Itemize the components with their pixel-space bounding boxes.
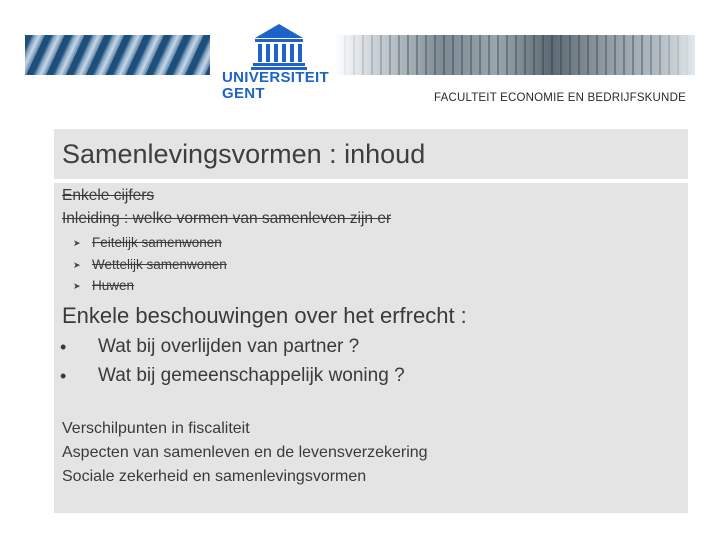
topic-item: Sociale zekerheid en samenlevingsvormen (62, 468, 367, 485)
bullet-item: Wat bij overlijden van partner ? (98, 336, 360, 357)
bullet-dot-icon: • (60, 337, 67, 357)
topic-item: Verschilpunten in fiscaliteit (62, 420, 250, 437)
arrow-bullet-icon: ➤ (73, 260, 81, 270)
bullet-item: Wat bij gemeenschappelijk woning ? (98, 365, 405, 386)
header-banner-left (25, 35, 210, 75)
arrow-bullet-icon: ➤ (73, 281, 81, 291)
faculty-name: FACULTEIT ECONOMIE EN BEDRIJFSKUNDE (434, 92, 686, 104)
slide-title: Samenlevingsvormen : inhoud (62, 139, 426, 169)
bullet-dot-icon: • (60, 366, 67, 386)
university-building-icon (247, 22, 311, 72)
section-heading: Enkele beschouwingen over het erfrecht : (62, 303, 467, 328)
topic-item: Aspecten van samenleven en de levensverzekering (62, 444, 428, 461)
logo-text-gent: GENT (222, 85, 265, 102)
logo-text-universiteit: UNIVERSITEIT (222, 69, 329, 86)
struck-subitem: Huwen (92, 278, 135, 293)
struck-subitem: Wettelijk samenwonen (92, 257, 227, 272)
struck-subitem: Feitelijk samenwonen (92, 235, 222, 250)
arrow-bullet-icon: ➤ (73, 238, 81, 248)
struck-item: Inleiding : welke vormen van samenleven zijn er (62, 210, 392, 227)
struck-item: Enkele cijfers (62, 187, 155, 204)
header-banner-right (335, 35, 695, 75)
